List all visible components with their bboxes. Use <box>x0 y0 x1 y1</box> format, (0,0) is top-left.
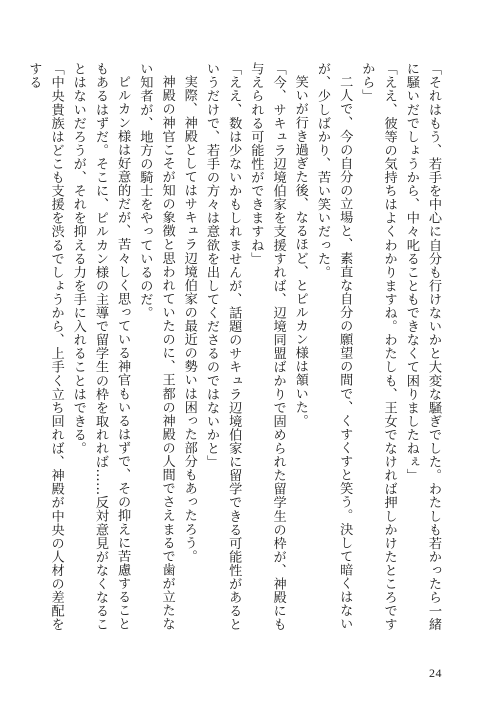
paragraph-10: 「中央貴族はどこも支援を渋るでしょうから、上手く立ち回れば、神殿が中央の人材の差配をする <box>26 62 64 632</box>
paragraph-2: 「ええ、彼等の気持ちはよくわかりますね。わたしも、王女でなければ押しかけたところですから」 <box>359 62 397 632</box>
paragraph-5: 「今、サキュラ辺境伯家を支援すれば、辺境同盟ばかりで固められた留学生の枠が、神殿にも与えられる可能性ができますね」 <box>248 62 286 632</box>
paragraph-1: 「それはもう、若手を中心に自分も行けないかと大変な騒ぎでした。わたしも若かったら一緒に騒いだでしょうから、中々叱ることもできなくて困りましたねぇ」 <box>403 62 441 632</box>
paragraph-6: 「ええ、数は少ないかもしれませんが、話題のサキュラ辺境伯家に留学できる可能性があるというだけで、若手の方々は意欲を出してくださるのではないかと」 <box>203 62 242 632</box>
page-number: 24 <box>429 666 442 680</box>
paragraph-3: 二人で、今の自分の立場と、素直な自分の願望の間で、くすくすと笑う。決して暗くはないが、少しばかり、苦い笑いだった。 <box>314 62 353 631</box>
paragraph-9: ピルカン様は好意的だが、苦々しく思っている神官もいるはずで、その抑えに苦慮することもあるはずだ。そこに、ピルカン様の主導で留学生の枠を取れれば……反対意見がなくなることはないだろうが、それを抑える力を手に入れることはできる。 <box>70 62 131 632</box>
vertical-text-body <box>26 62 444 634</box>
paragraph-7: 実際、神殿としてはサキュラ辺境伯家の最近の勢いは困った部分もあったろう。 <box>181 75 197 563</box>
paragraph-4: 笑いが行き過ぎた後、なるほど、とピルカン様は頷いた。 <box>292 75 308 428</box>
paragraph-8: 神殿の神官こそが知の象徴と思われていたのに、王都の神殿の人間でさえまるで歯が立たない知者が、地方の騎士をやっているのだ。 <box>137 62 175 631</box>
